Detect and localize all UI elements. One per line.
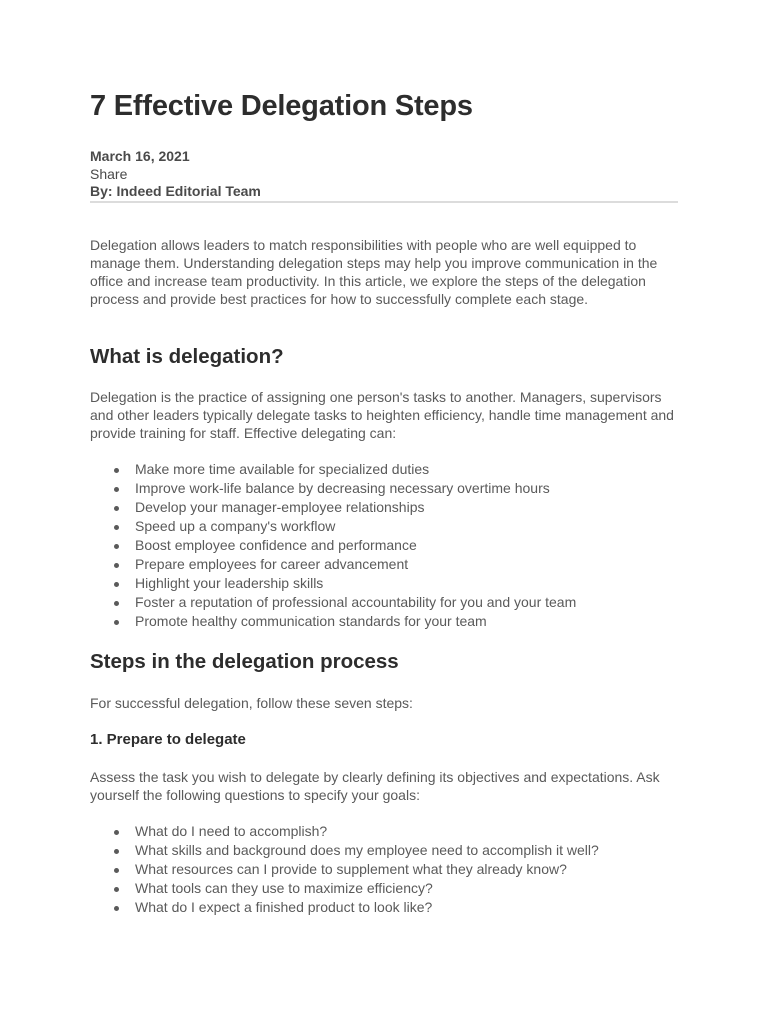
bullet-icon (114, 620, 119, 625)
section-heading-steps: Steps in the delegation process (90, 650, 399, 673)
bullet-icon (114, 887, 119, 892)
bullet-icon (114, 868, 119, 873)
list-item: What do I expect a finished product to look like? (90, 898, 680, 917)
step-1-paragraph: Assess the task you wish to delegate by clearly defining its objectives and expectations. Ask yourself the following questions to specify your goals: (90, 769, 660, 803)
bullet-icon (114, 525, 119, 530)
header-divider (90, 201, 678, 203)
bullet-icon (114, 487, 119, 492)
list-item: Speed up a company's workflow (90, 517, 680, 536)
list-item: Highlight your leadership skills (90, 574, 680, 593)
list-item: Develop your manager-employee relationships (90, 498, 680, 517)
list-item: Foster a reputation of professional accountability for you and your team (90, 593, 680, 612)
author-byline: By: Indeed Editorial Team (90, 183, 261, 199)
what-is-delegation-paragraph: Delegation is the practice of assigning one person's tasks to another. Managers, supervisors and other leaders typically delegate tasks to heighten efficiency, handle time management and provide training for staff. Effective delegating can: (90, 389, 674, 441)
section-heading-what-is-delegation: What is delegation? (90, 345, 284, 368)
page-title: 7 Effective Delegation Steps (90, 90, 473, 122)
steps-intro-paragraph: For successful delegation, follow these seven steps: (90, 695, 413, 711)
publish-date: March 16, 2021 (90, 148, 190, 164)
list-item: Promote healthy communication standards for your team (90, 612, 680, 631)
bullet-icon (114, 563, 119, 568)
list-item: Boost employee confidence and performance (90, 536, 680, 555)
benefits-list (90, 460, 680, 631)
article-meta (90, 148, 680, 201)
bullet-icon (114, 849, 119, 854)
bullet-icon (114, 544, 119, 549)
list-item: Prepare employees for career advancement (90, 555, 680, 574)
bullet-icon (114, 830, 119, 835)
list-item: What tools can they use to maximize efficiency? (90, 879, 680, 898)
bullet-icon (114, 506, 119, 511)
list-item: What resources can I provide to supplement what they already know? (90, 860, 680, 879)
bullet-icon (114, 601, 119, 606)
bullet-icon (114, 582, 119, 587)
list-item: Improve work-life balance by decreasing necessary overtime hours (90, 479, 680, 498)
step-1-heading: 1. Prepare to delegate (90, 731, 246, 748)
share-link[interactable]: Share (90, 165, 128, 182)
list-item: Make more time available for specialized duties (90, 460, 680, 479)
bullet-icon (114, 906, 119, 911)
list-item: What do I need to accomplish? (90, 822, 680, 841)
bullet-icon (114, 468, 119, 473)
intro-paragraph: Delegation allows leaders to match responsibilities with people who are well equipped to manage them. Understanding delegation steps may help you improve communication in the office and increase team productivity. In this article, we explore the steps of the delegation process and provide best practices for how to successfully complete each stage. (90, 237, 658, 307)
questions-list (90, 822, 680, 917)
list-item: What skills and background does my employee need to accomplish it well? (90, 841, 680, 860)
